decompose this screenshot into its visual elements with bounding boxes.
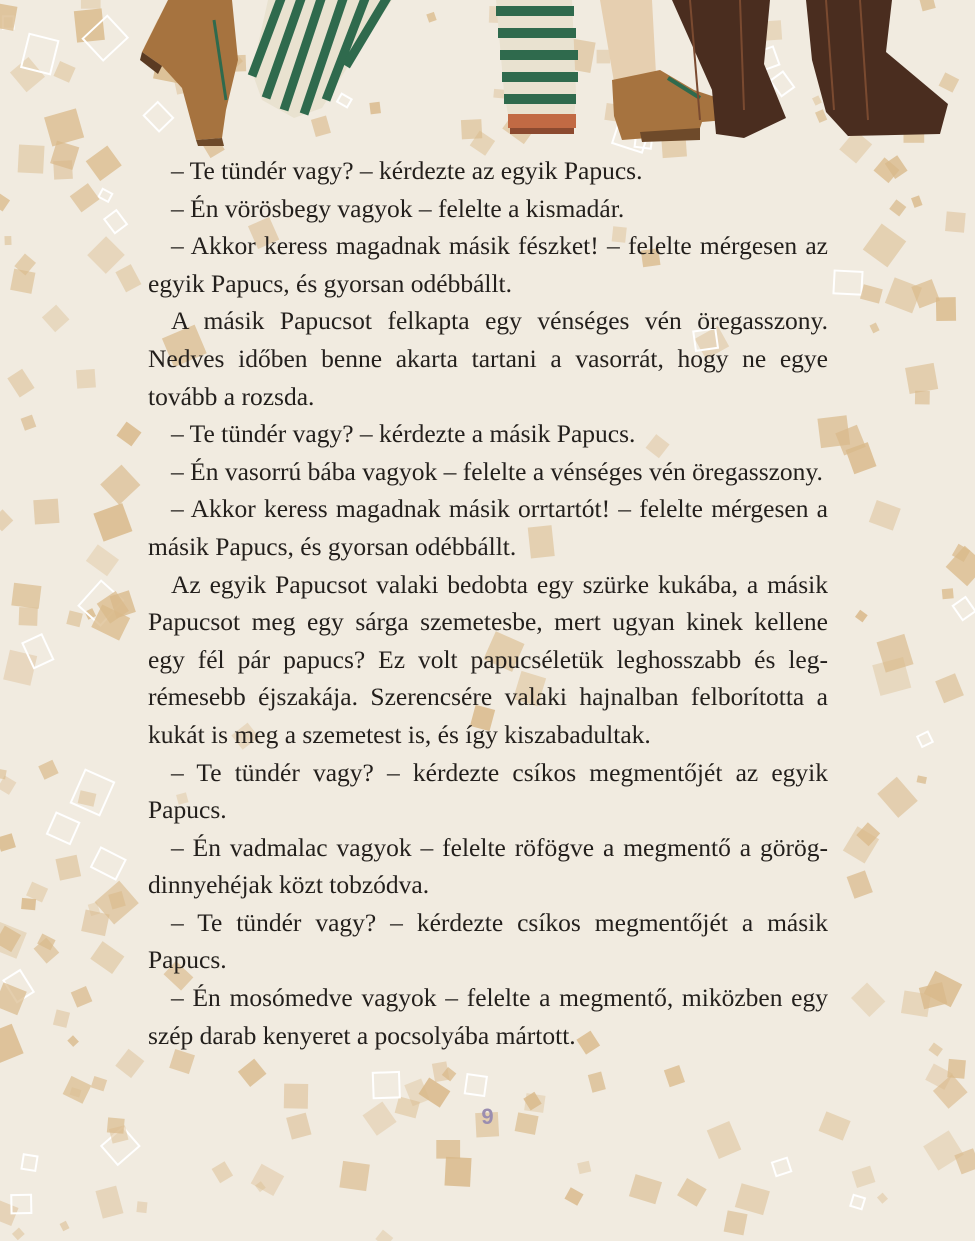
confetti-square bbox=[78, 790, 97, 807]
confetti-square bbox=[251, 1164, 285, 1196]
confetti-square bbox=[935, 673, 964, 703]
confetti-square bbox=[104, 210, 127, 233]
confetti-square bbox=[33, 499, 59, 525]
confetti-square bbox=[3, 650, 37, 686]
confetti-square bbox=[373, 1072, 400, 1098]
confetti-square bbox=[4, 236, 11, 245]
confetti-square bbox=[564, 1187, 583, 1205]
confetti-square bbox=[860, 284, 883, 303]
confetti-square bbox=[0, 1024, 24, 1067]
confetti-square bbox=[465, 1074, 487, 1096]
confetti-square bbox=[911, 195, 923, 208]
story-paragraph: – Te tündér vagy? – kérdezte az egyik Papucs. bbox=[171, 156, 643, 185]
confetti-square bbox=[917, 775, 927, 784]
confetti-square bbox=[877, 777, 918, 818]
confetti-square bbox=[869, 500, 901, 531]
confetti-square bbox=[772, 1158, 791, 1176]
confetti-square bbox=[115, 1049, 144, 1078]
story-paragraph: – Te tündér vagy? – kérdezte csíkos megmentőjét a másik Papucs. bbox=[148, 907, 828, 975]
confetti-square bbox=[53, 160, 73, 179]
confetti-square bbox=[0, 194, 10, 212]
confetti-square bbox=[942, 588, 954, 599]
confetti-square bbox=[55, 855, 81, 881]
confetti-square bbox=[47, 813, 79, 844]
confetti-square bbox=[76, 369, 96, 389]
confetti-square bbox=[855, 610, 868, 623]
confetti-square bbox=[90, 941, 124, 974]
confetti-square bbox=[42, 305, 70, 333]
feet-illustration bbox=[0, 0, 975, 150]
confetti-square bbox=[847, 870, 873, 898]
confetti-square bbox=[116, 422, 141, 447]
confetti-square bbox=[947, 1059, 966, 1079]
confetti-square bbox=[850, 1195, 865, 1209]
confetti-square bbox=[917, 732, 933, 747]
confetti-square bbox=[677, 1178, 707, 1207]
left-brown-boot bbox=[140, 0, 238, 146]
confetti-square bbox=[436, 1140, 460, 1159]
confetti-square bbox=[444, 1157, 471, 1187]
confetti-square bbox=[53, 1009, 70, 1027]
confetti-square bbox=[0, 982, 27, 1015]
confetti-square bbox=[0, 509, 13, 531]
page-number: 9 bbox=[481, 1104, 494, 1129]
striped-stocking-left bbox=[252, 0, 392, 118]
confetti-square bbox=[724, 1210, 748, 1235]
story-paragraph: – Akkor keress magadnak másik fészket! – felelte mérgesen az egyik Papucs, és gyorsan odébbállt. bbox=[148, 231, 828, 298]
confetti-square bbox=[629, 1174, 662, 1204]
confetti-square bbox=[212, 1161, 233, 1183]
confetti-square bbox=[923, 1130, 964, 1170]
confetti-square bbox=[95, 1186, 123, 1219]
story-paragraph: – Akkor keress magadnak másik orrtartót! – felelte mérgesen a másik Papucs, és gyorsan odébbállt. bbox=[148, 494, 828, 561]
confetti-square bbox=[870, 323, 880, 334]
confetti-square bbox=[19, 607, 38, 626]
confetti-square bbox=[863, 224, 906, 268]
confetti-square bbox=[86, 544, 119, 576]
story-paragraph: – Te tündér vagy? – kérdezte csíkos megmentőjét az egyik Papucs. bbox=[148, 757, 828, 825]
confetti-square bbox=[852, 1166, 876, 1188]
confetti-square bbox=[0, 833, 16, 852]
confetti-square bbox=[946, 546, 975, 587]
confetti-square bbox=[588, 1072, 606, 1093]
confetti-square bbox=[889, 199, 906, 216]
story-text bbox=[148, 152, 828, 1054]
confetti-square bbox=[71, 770, 114, 816]
story-paragraph: – Én vasorrú bába vagyok – felelte a vénséges vén öregasszony. bbox=[171, 456, 823, 486]
confetti-square bbox=[7, 369, 34, 398]
confetti-square bbox=[136, 1201, 147, 1213]
story-paragraph: – Én vadmalac vagyok – felelte röfögve a megmentő a görögdinnyehéjak közt tobzódva. bbox=[148, 832, 828, 900]
confetti-square bbox=[238, 1059, 267, 1087]
confetti-square bbox=[0, 921, 27, 958]
striped-stocking-center bbox=[496, 0, 578, 134]
confetti-square bbox=[945, 211, 966, 232]
confetti-square bbox=[93, 503, 132, 542]
confetti-square bbox=[99, 189, 113, 202]
confetti-square bbox=[71, 986, 93, 1008]
confetti-square bbox=[66, 610, 83, 627]
confetti-square bbox=[851, 983, 885, 1017]
confetti-square bbox=[735, 1183, 770, 1215]
confetti-square bbox=[70, 183, 100, 212]
confetti-square bbox=[91, 1076, 107, 1091]
confetti-square bbox=[91, 847, 126, 879]
confetti-square bbox=[928, 1042, 943, 1056]
confetti-square bbox=[339, 1161, 369, 1191]
confetti-square bbox=[21, 415, 37, 431]
confetti-square bbox=[375, 1230, 393, 1241]
confetti-square bbox=[905, 363, 938, 394]
confetti-square bbox=[100, 465, 140, 505]
confetti-square bbox=[833, 270, 862, 294]
confetti-square bbox=[115, 264, 141, 292]
confetti-square bbox=[21, 1154, 37, 1171]
confetti-square bbox=[86, 146, 122, 182]
story-paragraph: A másik Papucsot felkapta egy vénséges vén öregasszony. Nedves időben benne akarta tartani a vasorrát, hogy ne egye tovább a rozsda. bbox=[148, 306, 828, 411]
confetti-square bbox=[21, 898, 36, 910]
confetti-square bbox=[664, 1065, 685, 1087]
confetti-square bbox=[38, 760, 58, 780]
confetti-square bbox=[953, 597, 975, 620]
story-paragraph: Az egyik Papucsot valaki bedobta egy szürke kukába, a másik Papucsot meg egy sárga szemetesbe, mert ugyan kinek kellene egy fél pár papucs? Ez volt papucséletük leghosszabb és legrémesebb éjszakája. Szerencsére valaki hajnalban felborította a kukát is meg a szemetest is, és így kiszabadultak. bbox=[148, 569, 828, 749]
confetti-square bbox=[87, 236, 125, 274]
story-paragraph: – Te tündér vagy? – kérdezte a másik Papucs. bbox=[171, 419, 636, 449]
story-paragraph: – Én mosómedve vagyok – felelte a megmentő, miközben egy szép darab kenyeret a pocsolyába mártott. bbox=[148, 983, 828, 1050]
confetti-square bbox=[877, 1193, 888, 1204]
confetti-square bbox=[915, 391, 930, 405]
confetti-square bbox=[577, 1161, 591, 1174]
story-paragraph: – Én vörösbegy vagyok – felelte a kismadár. bbox=[171, 193, 625, 223]
confetti-square bbox=[60, 1221, 70, 1231]
confetti-square bbox=[67, 1035, 79, 1047]
confetti-square bbox=[11, 583, 41, 609]
confetti-square bbox=[12, 1228, 25, 1241]
